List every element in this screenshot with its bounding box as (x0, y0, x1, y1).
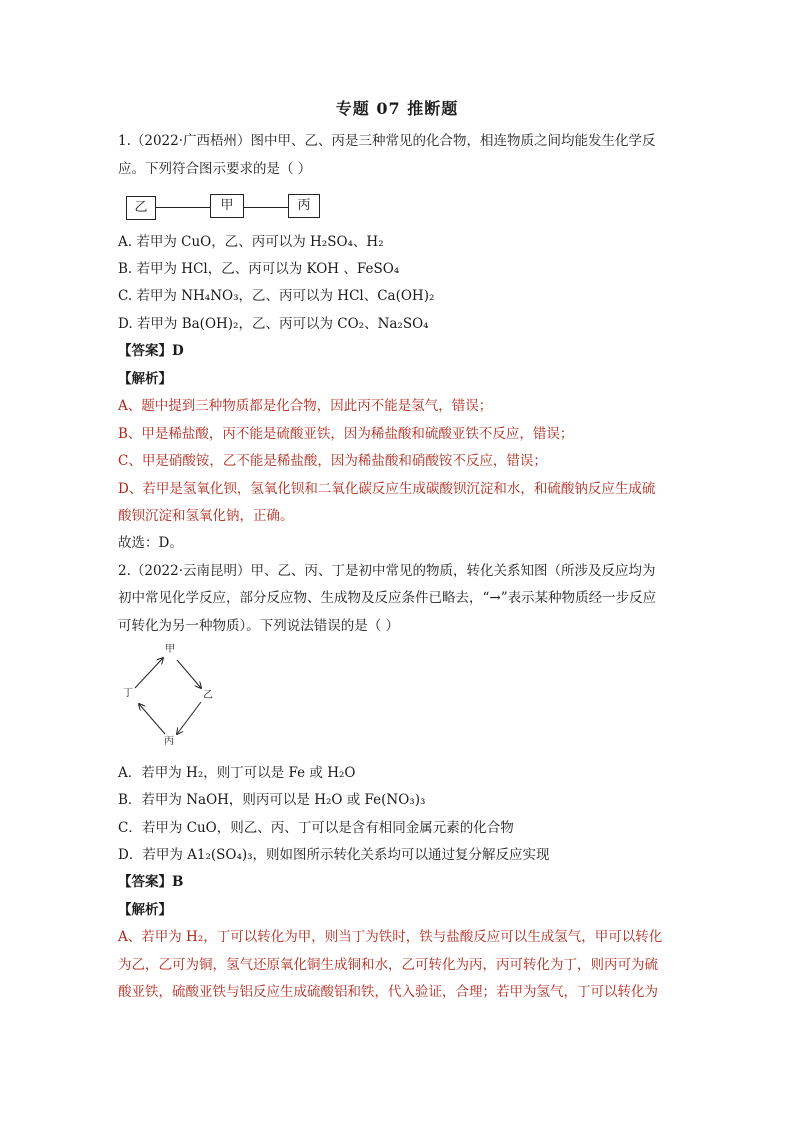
q1-box-jia: 甲 (210, 194, 244, 218)
q2-node-yi: 乙 (203, 690, 213, 701)
q1-conclusion: 故选：D。 (118, 535, 183, 551)
q2-stem-line-3: 可转化为另一种物质）。下列说法错误的是（ ） (118, 618, 400, 634)
q1-analysis-line-5: 酸钡沉淀和氢氧化钠，正确。 (118, 508, 294, 524)
q2-option-b: B．若甲为 NaOH，则丙可以是 H₂O 或 Fe(NO₃)₃ (118, 792, 426, 808)
arrow-bing-to-ding (139, 704, 165, 734)
arrow-yi-to-bing (177, 702, 201, 734)
q2-stem-line-2: 初中常见化学反应，部分反应物、生成物及反应条件已略去，“→”表示某种物质经一步反应 (118, 590, 657, 606)
arrow-ding-to-jia (135, 658, 163, 688)
q1-option-c: C. 若甲为 NH₄NO₃，乙、丙可以为 HCl、Ca(OH)₂ (118, 288, 435, 304)
q2-analysis-line-3: 酸亚铁，硫酸亚铁与铝反应生成硫酸铝和铁，代入验证，合理；若甲为氢气，丁可以转化为 (118, 984, 658, 1000)
q2-node-ding: 丁 (123, 688, 133, 699)
q1-analysis-line-2: B、甲是稀盐酸，丙不能是硫酸亚铁，因为稀盐酸和硫酸亚铁不反应，错误； (118, 426, 574, 442)
q2-node-bing: 丙 (164, 736, 174, 747)
page-title: 专题 07 推断题 (335, 99, 459, 118)
q2-answer: 【答案】B (118, 874, 184, 890)
q1-option-d: D. 若甲为 Ba(OH)₂，乙、丙可以为 CO₂、Na₂SO₄ (118, 316, 429, 332)
q1-answer: 【答案】D (118, 343, 184, 359)
q1-analysis-line-1: A、题中提到三种物质都是化合物，因此丙不能是氢气，错误； (118, 398, 493, 414)
q2-analysis-label: 【解析】 (118, 902, 172, 918)
q1-stem-line-2: 应。下列符合图示要求的是（ ） (118, 161, 312, 177)
q1-analysis-label: 【解析】 (118, 371, 172, 387)
q2-cycle-diagram (115, 642, 225, 752)
q1-box-bing: 丙 (288, 194, 320, 218)
q1-analysis-line-3: C、甲是硝酸铵，乙不能是稀盐酸，因为稀盐酸和硝酸铵不反应，错误； (118, 453, 547, 469)
arrow-jia-to-yi (177, 660, 201, 688)
q1-box-yi: 乙 (126, 196, 156, 220)
q2-analysis-line-2: 为乙，乙可为铜，氢气还原氧化铜生成铜和水，乙可转化为丙，丙可转化为丁，则丙可为硫 (118, 957, 658, 973)
q2-analysis-line-1: A、若甲为 H₂，丁可以转化为甲，则当丁为铁时，铁与盐酸反应可以生成氢气，甲可以转化 (118, 929, 663, 945)
q2-option-a: A．若甲为 H₂，则丁可以是 Fe 或 H₂O (118, 765, 356, 781)
q2-node-jia: 甲 (165, 644, 175, 655)
q2-option-d: D．若甲为 A1₂(SO₄)₃，则如图所示转化关系均可以通过复分解反应实现 (118, 847, 550, 863)
q1-stem-line-1: 1.（2022·广西梧州）图中甲、乙、丙是三种常见的化合物，相连物质之间均能发生化学反 (118, 133, 656, 149)
q1-option-a: A. 若甲为 CuO，乙、丙可以为 H₂SO₄、H₂ (118, 234, 384, 250)
q2-stem-line-1: 2.（2022·云南昆明）甲、乙、丙、丁是初中常见的物质，转化关系知图（所涉及反应均为 (118, 563, 656, 579)
q1-option-b: B. 若甲为 HCl，乙、丙可以为 KOH 、FeSO₄ (118, 261, 400, 277)
q1-connector-left (156, 207, 210, 208)
q2-option-c: C．若甲为 CuO，则乙、丙、丁可以是含有相同金属元素的化合物 (118, 820, 514, 836)
q1-connector-right (243, 207, 288, 208)
q1-analysis-line-4: D、若甲是氢氧化钡，氢氧化钡和二氧化碳反应生成碳酸钡沉淀和水，和硫酸钠反应生成硫 (118, 481, 656, 497)
